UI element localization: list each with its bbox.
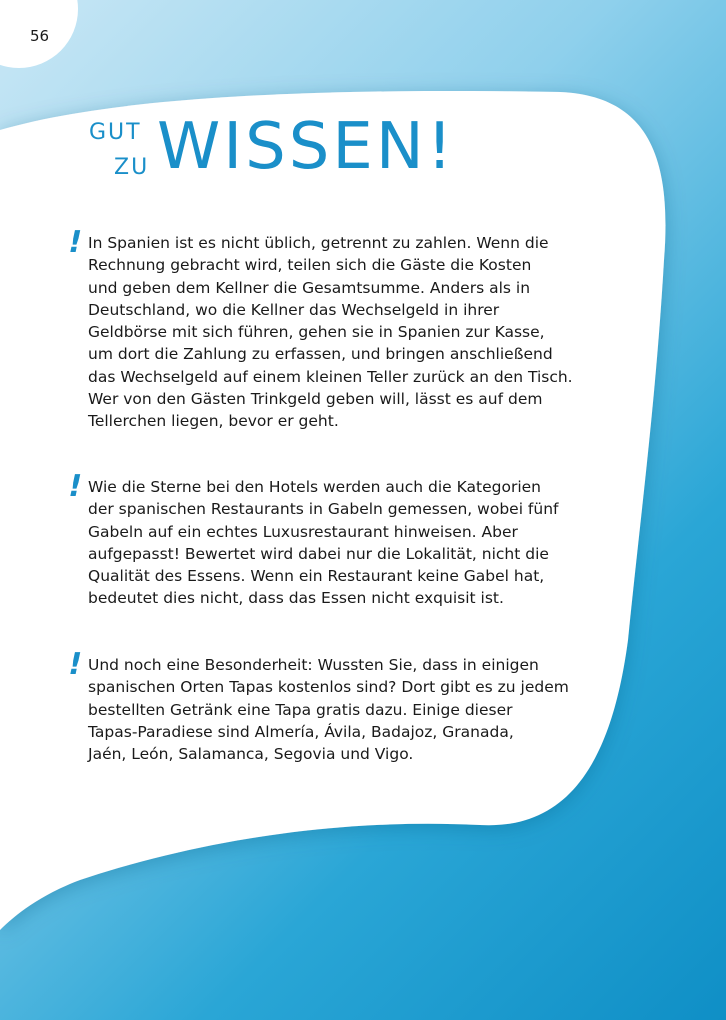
text-line: spanischen Orten Tapas kostenlos sind? Dort gibt es zu jedem xyxy=(88,678,569,697)
page-title: WISSEN! xyxy=(157,110,456,184)
paragraph-free-tapas xyxy=(88,654,569,765)
text-line: bestellten Getränk eine Tapa gratis dazu. Einige dieser xyxy=(88,700,513,719)
text-line: Jaén, León, Salamanca, Segovia und Vigo. xyxy=(88,745,414,764)
text-line: aufgepasst! Bewertet wird dabei nur die Lokalität, nicht die xyxy=(88,544,549,563)
text-line: Qualität des Essens. Wenn ein Restaurant keine Gabel hat, xyxy=(88,567,545,586)
text-line: Rechnung gebracht wird, teilen sich die Gäste die Kosten xyxy=(88,256,532,275)
title-prefix-zu: ZU xyxy=(114,155,150,180)
exclamation-icon: ! xyxy=(64,469,86,504)
text-line: der spanischen Restaurants in Gabeln gemessen, wobei fünf xyxy=(88,500,559,519)
paragraph-payment xyxy=(88,232,573,433)
text-line: Geldbörse mit sich führen, gehen sie in Spanien zur Kasse, xyxy=(88,323,545,342)
page-number: 56 xyxy=(30,27,50,45)
exclamation-icon: ! xyxy=(64,647,86,682)
text-line: Tellerchen liegen, bevor er geht. xyxy=(88,412,339,431)
text-line: Gabeln auf ein echtes Luxusrestaurant hinweisen. Aber xyxy=(88,522,518,541)
title-prefix-gut: GUT xyxy=(89,120,142,145)
text-line: In Spanien ist es nicht üblich, getrennt zu zahlen. Wenn die xyxy=(88,234,549,252)
text-line: Tapas-Paradiese sind Almería, Ávila, Badajoz, Granada, xyxy=(88,722,514,741)
text-line: Wie die Sterne bei den Hotels werden auch die Kategorien xyxy=(88,478,542,496)
paragraph-forks-rating xyxy=(88,476,559,610)
exclamation-icon: ! xyxy=(64,225,86,260)
text-line: Und noch eine Besonderheit: Wussten Sie, dass in einigen xyxy=(88,656,539,674)
text-line: und geben dem Kellner die Gesamtsumme. Anders als in xyxy=(88,278,531,297)
text-line: um dort die Zahlung zu erfassen, und bringen anschließend xyxy=(88,345,553,364)
text-line: Wer von den Gästen Trinkgeld geben will, lässt es auf dem xyxy=(88,390,543,409)
text-line: das Wechselgeld auf einem kleinen Teller zurück an den Tisch. xyxy=(88,367,573,386)
text-line: Deutschland, wo die Kellner das Wechselgeld in ihrer xyxy=(88,300,500,319)
text-line: bedeutet dies nicht, dass das Essen nicht exquisit ist. xyxy=(88,589,504,608)
